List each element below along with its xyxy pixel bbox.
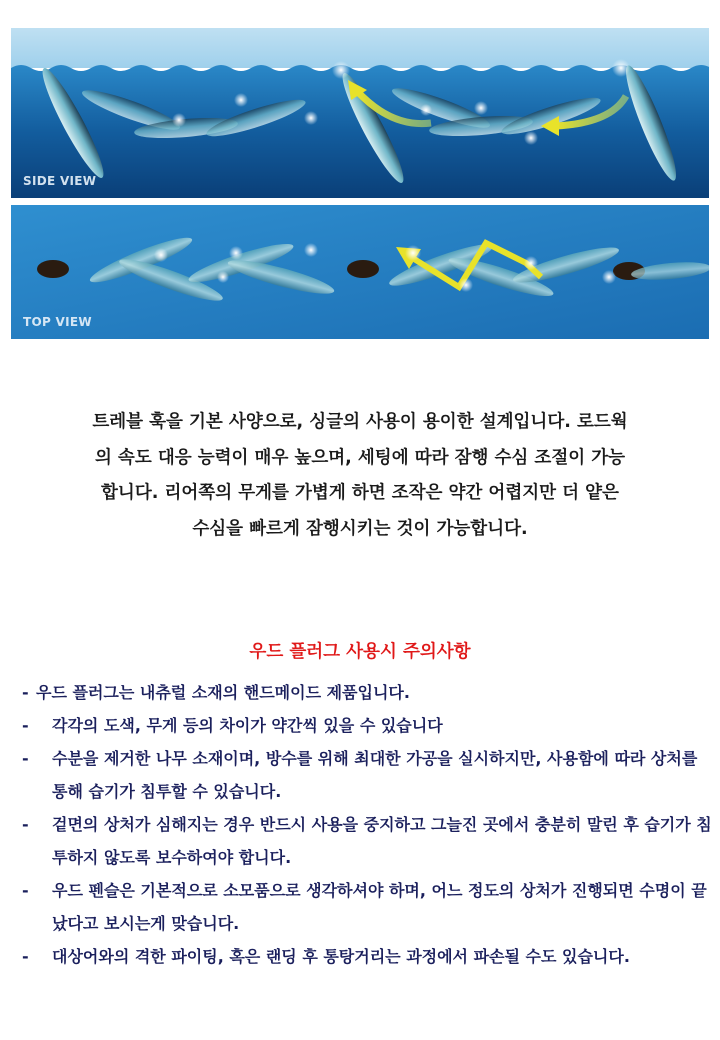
bullet-dash: - (22, 716, 29, 735)
top-view-illustration (11, 205, 709, 339)
bullet-dash: - (22, 815, 29, 834)
side-view-label: SIDE VIEW (23, 174, 97, 188)
caution-item: - 대상어와의 격한 파이팅, 혹은 랜딩 후 통탕거리는 과정에서 파손될 수도 있습니다. (22, 940, 712, 973)
description-line: 합니다. 리어쪽의 무게를 가볍게 하면 조작은 약간 어렵지만 더 얕은 (101, 483, 619, 503)
lure-head-left (37, 260, 69, 278)
top-view-label: TOP VIEW (23, 315, 92, 329)
product-description (0, 405, 720, 547)
description-line: 트레블 훅을 기본 사양으로, 싱글의 사용이 용이한 설계입니다. 로드웍 (92, 412, 628, 432)
top-view-scene (11, 205, 709, 339)
bullet-dash: - (22, 683, 29, 702)
caution-list (22, 676, 712, 973)
bullet-dash: - (22, 881, 29, 900)
caution-item: - 수분을 제거한 나무 소재이며, 방수를 위해 최대한 가공을 실시하지만, 사용함에 따라 상처를 통해 습기가 침투할 수 있습니다. (22, 742, 712, 808)
description-line: 수심을 빠르게 잠행시키는 것이 가능합니다. (192, 518, 528, 539)
lure-head-middle (347, 260, 379, 278)
description-line: 의 속도 대응 능력이 매우 높으며, 세팅에 따라 잠행 수심 조절이 가능 (94, 447, 626, 468)
bullet-dash: - (22, 749, 29, 768)
caution-item: - 겉면의 상처가 심해지는 경우 반드시 사용을 중지하고 그늘진 곳에서 충분히 말린 후 습기가 침투하지 않도록 보수하여야 합니다. (22, 808, 712, 874)
side-view-illustration (11, 28, 709, 198)
caution-item: - 각각의 도색, 무게 등의 차이가 약간씩 있을 수 있습니다 (22, 709, 712, 742)
caution-item: - 우드 플러그는 내츄럴 소재의 핸드메이드 제품입니다. (22, 676, 712, 709)
side-view-scene (11, 28, 709, 198)
caution-item: - 우드 펜슬은 기본적으로 소모품으로 생각하셔야 하며, 어느 정도의 상처가 진행되면 수명이 끝났다고 보시는게 맞습니다. (22, 874, 712, 940)
bullet-dash: - (22, 947, 29, 966)
caution-title: 우드 플러그 사용시 주의사항 (249, 642, 471, 662)
